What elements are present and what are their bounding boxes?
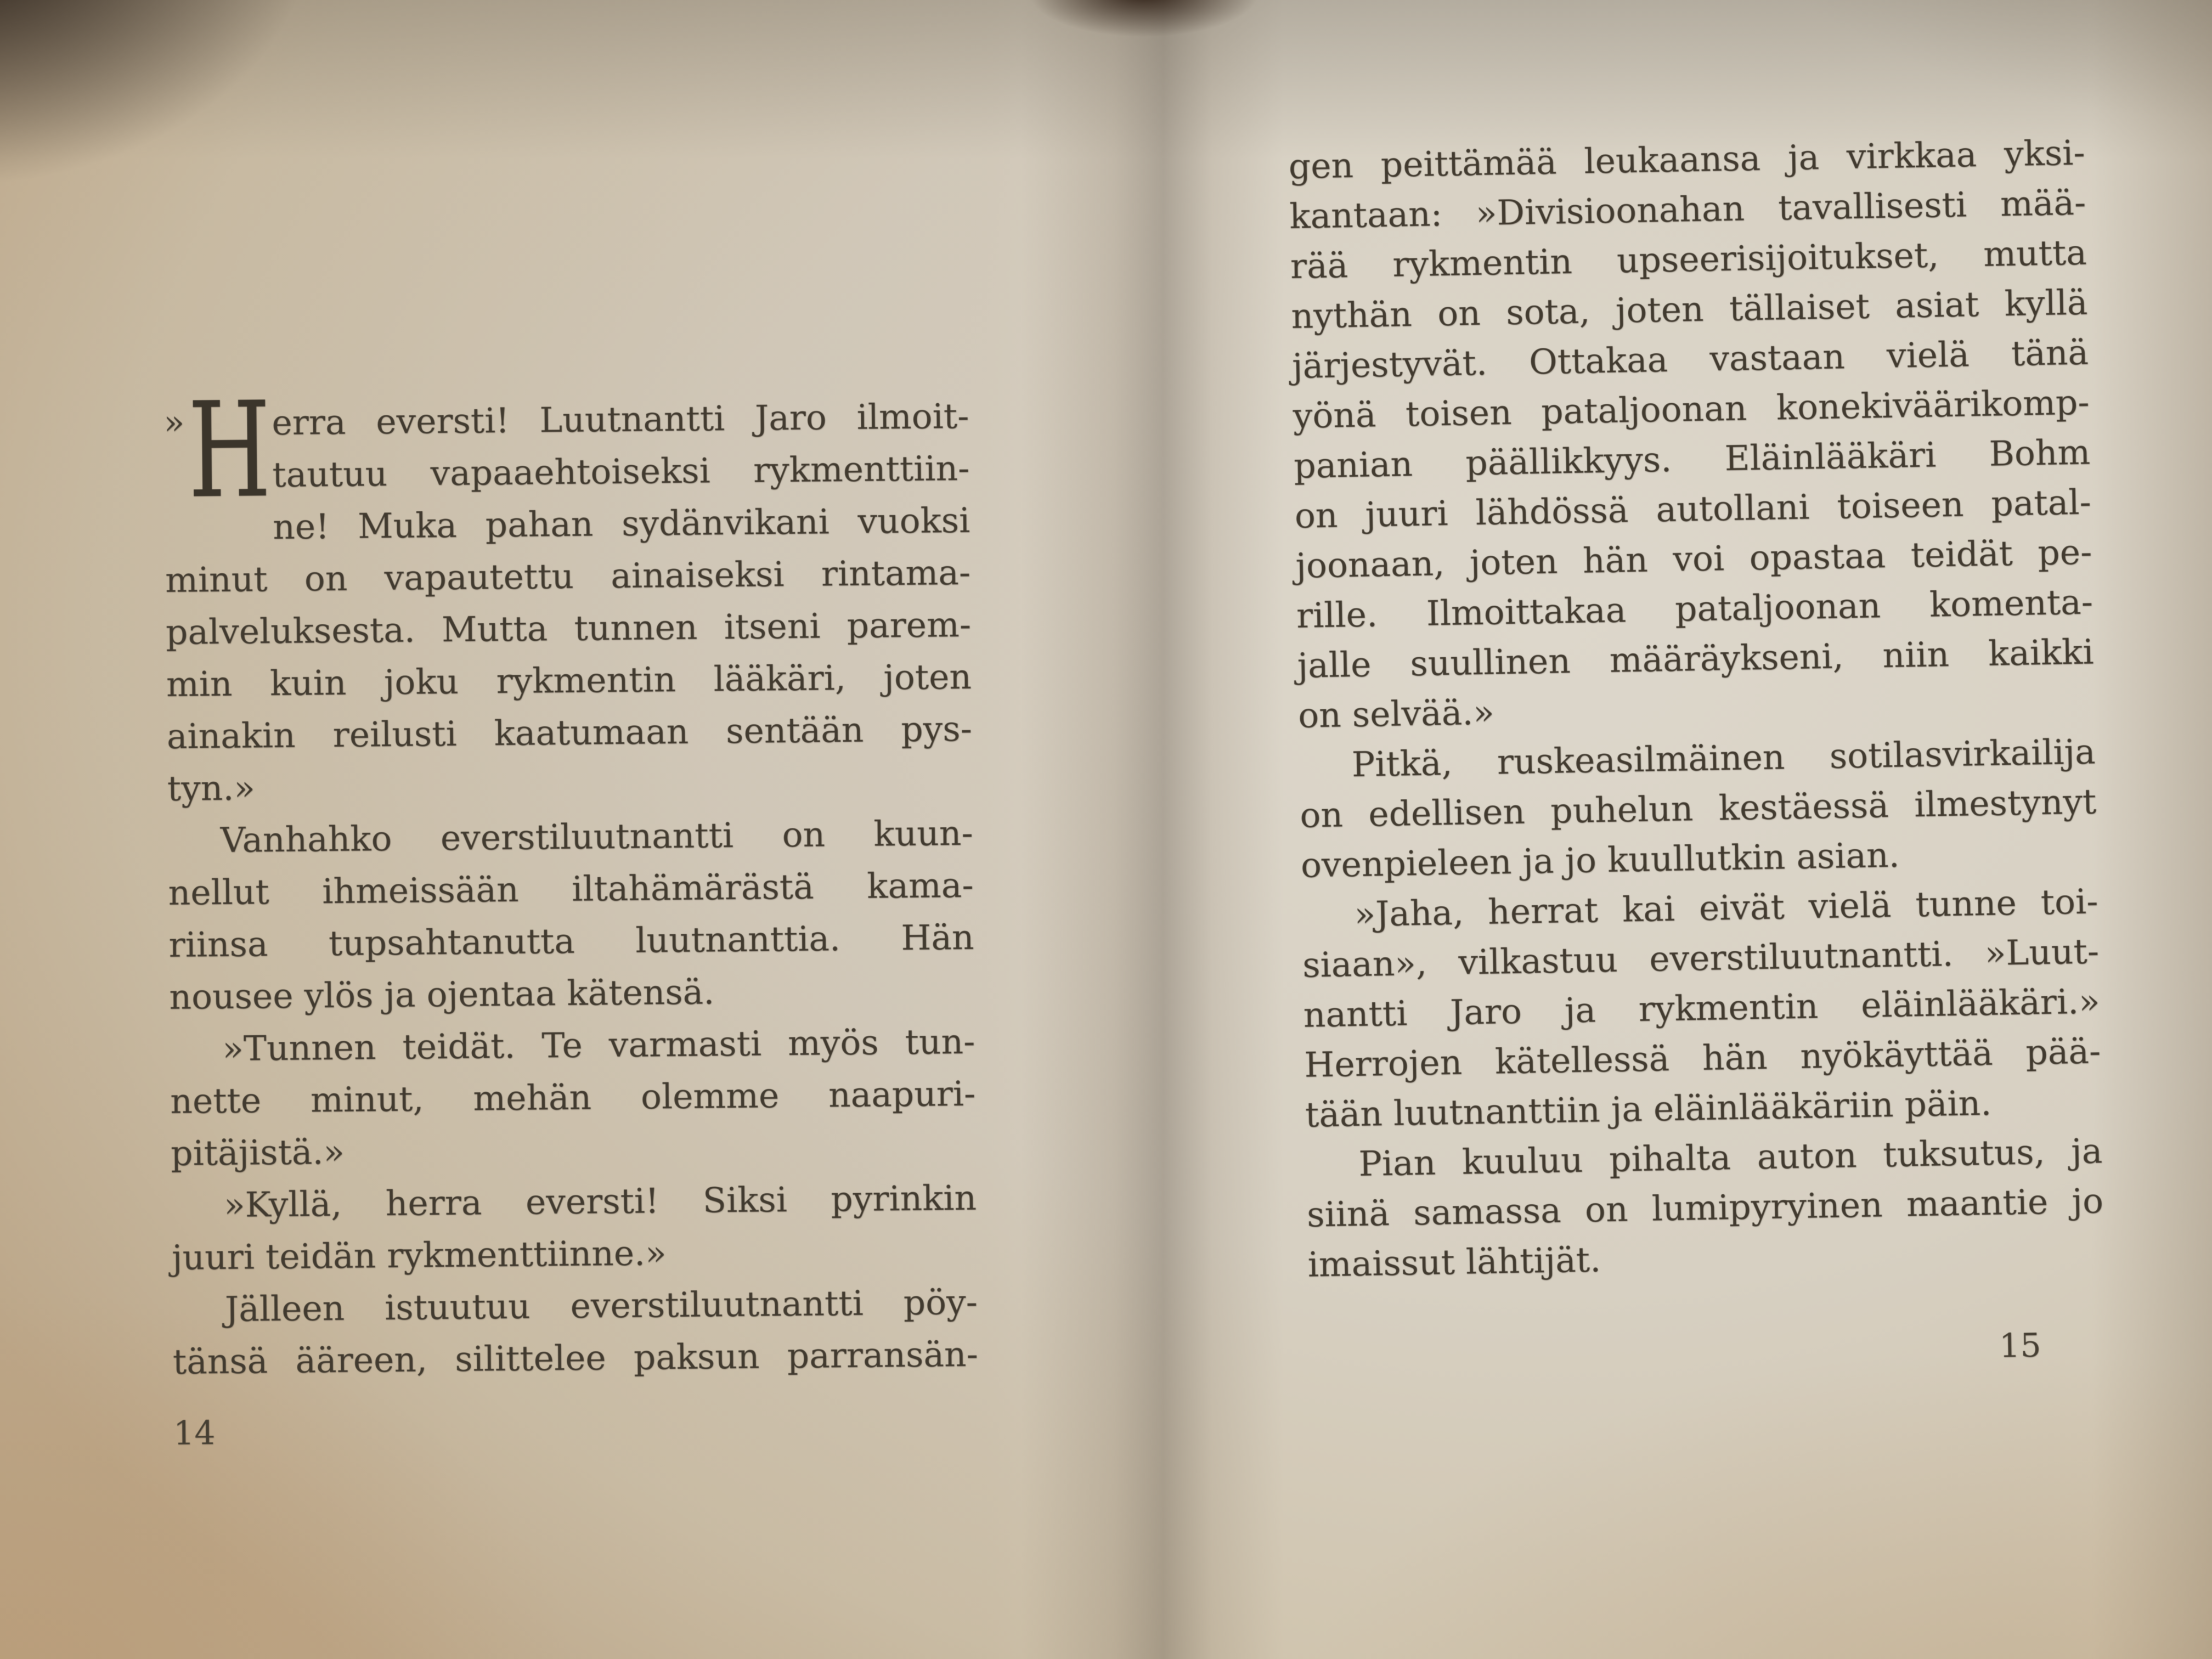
- text-line: min kuin joku rykmentin lääkäri, joten: [166, 656, 972, 704]
- text-line: nythän on sota, joten tällaiset asiat kyllä: [1290, 282, 2088, 336]
- book-gutter-shadow: [1086, 0, 1229, 1659]
- text-line: järjestyvät. Ottakaa vastaan vielä tänä: [1291, 332, 2089, 386]
- page-number-left: 14: [173, 1414, 216, 1453]
- text-line: Vanhahko everstiluutnantti on kuun-: [220, 812, 974, 861]
- text-line: panian päällikkyys. Eläinlääkäri Bohm: [1293, 432, 2091, 486]
- dropcap-initial: [163, 373, 272, 528]
- paragraph: [167, 807, 975, 1023]
- right-page-text: [1288, 128, 2104, 1290]
- text-line: rää rykmentin upseerisijoitukset, mutta: [1290, 232, 2087, 286]
- text-line: tänsä ääreen, silittelee paksun parransän-: [172, 1334, 979, 1382]
- paragraph: [1301, 876, 2102, 1139]
- text-line: pitäjistä.»: [170, 1131, 345, 1173]
- paragraph: [163, 373, 973, 815]
- text-line: juuri teidän rykmenttiinne.»: [171, 1233, 667, 1278]
- text-line: Jälleen istuutuu everstiluutnantti pöy-: [224, 1282, 978, 1330]
- text-line: on selvää.»: [1297, 692, 1495, 736]
- text-line: nousee ylös ja ojentaa kätensä.: [169, 972, 715, 1017]
- text-line: tautuu vapaaehtoiseksi rykmenttiin-: [272, 448, 970, 495]
- text-line: imaissut lähtijät.: [1307, 1239, 1601, 1285]
- text-line: on edellisen puhelun kestäessä ilmestynyt: [1299, 781, 2097, 836]
- text-line: erra eversti! Luutnantti Jaro ilmoit-: [272, 396, 969, 443]
- paragraph: [171, 1172, 978, 1284]
- left-page-text: [163, 373, 979, 1388]
- text-line: Pitkä, ruskeasilmäinen sotilasvirkailija: [1351, 731, 2096, 785]
- text-line: »Kyllä, herra eversti! Siksi pyrinkin: [223, 1177, 977, 1226]
- text-line: kantaan: »Divisioonahan tavallisesti mää-: [1289, 182, 2086, 236]
- text-line: rille. Ilmoittakaa pataljoonan komenta-: [1296, 582, 2094, 636]
- text-line: tään luutnanttiin ja eläinlääkäriin päin.: [1305, 1082, 1992, 1135]
- paragraph: [1299, 726, 2098, 890]
- text-line: tyn.»: [167, 768, 256, 809]
- text-line: gen peittämää leukaansa ja virkkaa yksi-: [1288, 132, 2086, 187]
- text-line: minut on vapautettu ainaiseksi rintama-: [165, 552, 971, 600]
- right-page: [1288, 128, 2106, 1378]
- text-line: ainakin reilusti kaatumaan sentään pys-: [166, 708, 973, 757]
- text-line: siinä samassa on lumipyryinen maantie jo: [1306, 1181, 2104, 1235]
- text-line: »Tunnen teidät. Te varmasti myös tun-: [222, 1021, 975, 1069]
- text-line: nantti Jaro ja rykmentin eläinlääkäri.»: [1303, 981, 2101, 1035]
- text-line: nette minut, mehän olemme naapuri-: [170, 1073, 976, 1121]
- opening-quote-mark: »: [163, 402, 185, 442]
- text-line: palveluksesta. Mutta tunnen itseni parem-: [165, 604, 972, 652]
- text-line: siaan», vilkastuu everstiluutnantti. »Luut-: [1302, 931, 2100, 985]
- text-line: nellut ihmeissään iltahämärästä kama-: [168, 865, 974, 913]
- text-line: ne! Muka pahan sydänvikani vuoksi: [272, 500, 970, 548]
- text-line: jalle suullinen määräykseni, niin kaikki: [1297, 631, 2095, 686]
- page-number-right: 15: [1999, 1326, 2042, 1365]
- text-line: Herrojen kätellessä hän nyökäyttää pää-: [1304, 1031, 2101, 1085]
- text-line: joonaan, joten hän voi opastaa teidät pe-: [1295, 532, 2092, 586]
- text-line: ovenpieleen ja jo kuullutkin asian.: [1300, 834, 1900, 885]
- paragraph: [1306, 1126, 2105, 1289]
- paragraph: [1288, 128, 2095, 741]
- paragraph: [172, 1276, 979, 1388]
- initial-letter: H: [187, 373, 272, 528]
- paragraph: [170, 1015, 977, 1180]
- left-page: [163, 373, 979, 1453]
- text-line: on juuri lähdössä autollani toiseen patal-: [1294, 482, 2092, 536]
- text-line: yönä toisen pataljoonan konekiväärikomp-: [1293, 382, 2090, 436]
- text-line: riinsa tupsahtanutta luutnanttia. Hän: [168, 917, 974, 965]
- text-line: Pian kuuluu pihalta auton tuksutus, ja: [1358, 1131, 2103, 1184]
- text-line: »Jaha, herrat kai eivät vielä tunne toi-: [1353, 881, 2099, 935]
